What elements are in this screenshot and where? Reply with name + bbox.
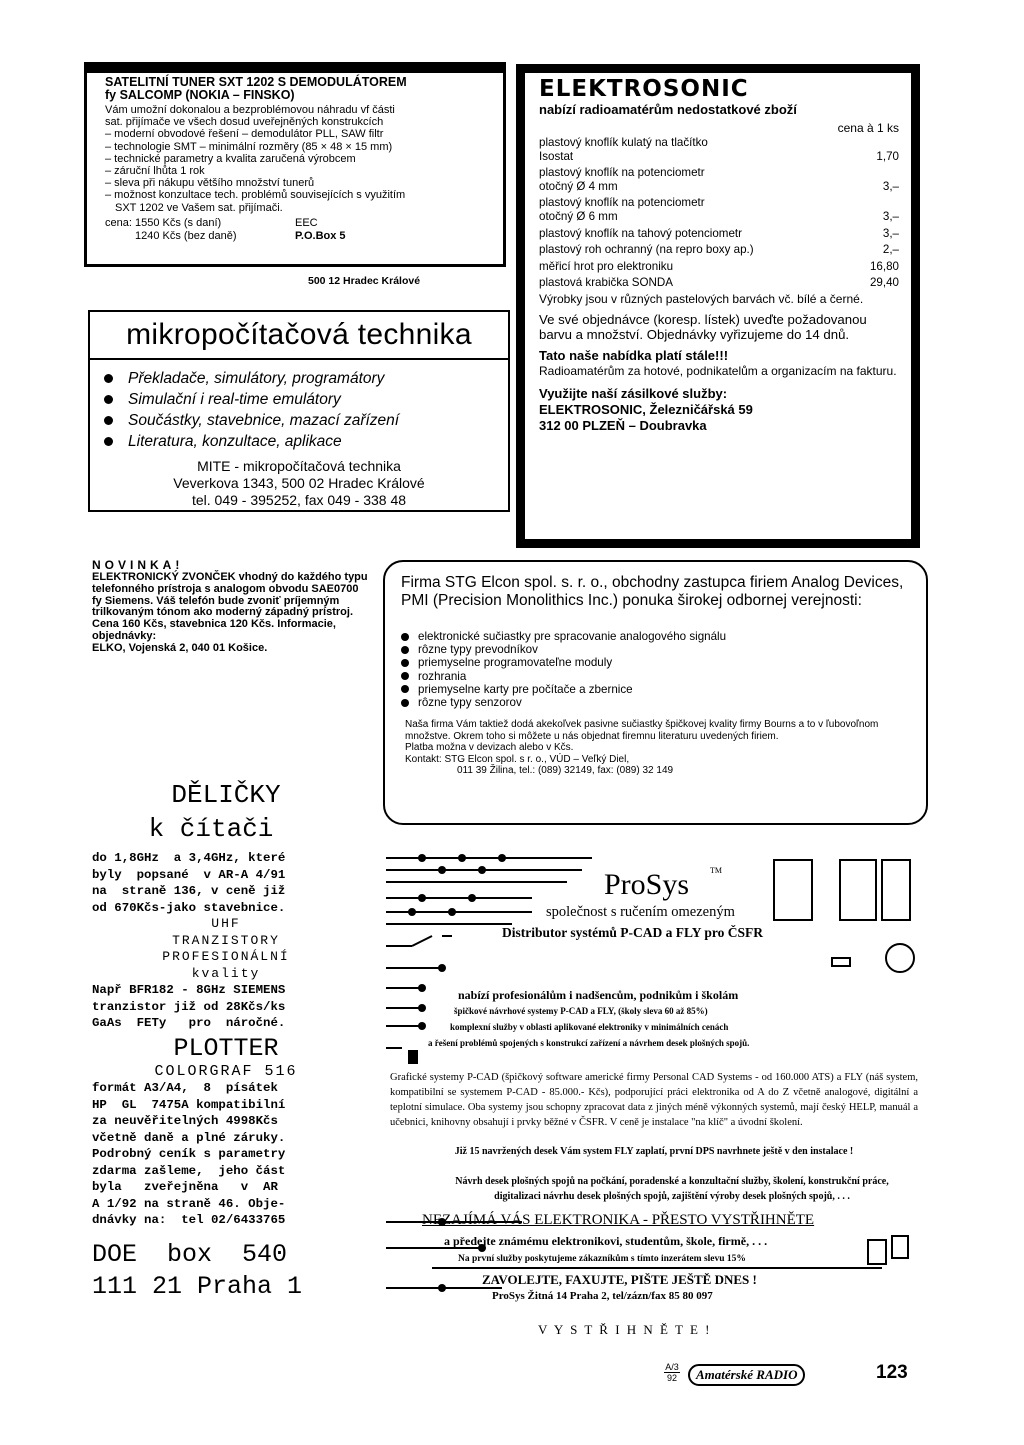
prosys-cut-label: V Y S T Ř I H N Ě T E !: [538, 1322, 712, 1337]
colors-note: Výrobky jsou v různých pastelových barvách vč. bílé a černé.: [539, 291, 864, 306]
item-price: 3,–: [882, 226, 899, 240]
header-bar: [87, 65, 503, 73]
price-line-1: cena: 1550 Kčs (s daní) EEC: [105, 216, 318, 229]
list-item: priemyselne karty pre počítače a zbernice: [401, 683, 908, 696]
price-row: [539, 227, 899, 241]
price-list: [539, 136, 899, 290]
magazine-logo: Amatérské RADIO: [688, 1364, 805, 1386]
item-price: 2,–: [882, 243, 899, 257]
ad-body: Vám umožní dokonalou a bezproblémovou náhradu vf části sat. přijímače ve všech dosud uveřejněných konstrukcích – moderní obvodové řešení – demodulátor PLL, SAW filtr – technologie SMT – minimální rozměry (85 × 48 × 15 mm) – technické parametry a kvalita zaručená výrobcem – záruční lhůta 1 rok – sleva při nákupu většího množství tunerů – možnost konzultace tech. problémů souvisejících s využitím SXT 1202 ve Vašem sat. přijímači.: [105, 104, 406, 214]
novinka-title: NOVINKA!: [92, 558, 184, 572]
delicky-text-3: formát A3/A4, 8 písátek HP GL 7475A kompatibilní za neuvěřitelných 4998Kčs včetně daně a plné záruky. Podrobný ceník s parametry zdarma zašleme, jeho část byla zveřejněna v AR A 1/92 na straně 46. Obje- dnávky na: tel 02/6433765: [92, 1081, 286, 1227]
page-footer: [660, 1362, 930, 1392]
bullet-icon: [104, 395, 113, 404]
price-row: [539, 260, 899, 274]
item-name: plastový knoflík na potenciometr otočný Ø 4 mm: [539, 166, 705, 193]
prosys-paragraph-2: Již 15 navržených desek Vám system FLY zaplatí, první DPS navrhnete ještě v den instalace !: [454, 1146, 854, 1157]
prosys-paragraph-3: Návrh desek plošných spojů na počkání, poradenské a konzultační služby, školení, konstrukční práce, digitalizaci návrhu desek plošných spojů, zajištění výroby desek plošných spojů, . . .: [455, 1176, 889, 1202]
list-item: rôzne typy prevodníkov: [401, 643, 908, 656]
customers-note: Radioamatérům za hotové, podnikatelům a organizacím na fakturu.: [539, 363, 897, 378]
bullet-icon: [104, 374, 113, 383]
delicky-text-1: do 1,8GHz a 3,4GHz, které byly popsané v AR-A 4/91 na straně 136, v ceně již od 670Kčs-jako stavebnice.: [92, 851, 286, 915]
novinka-address: ELKO, Vojenská 2, 040 01 Košice.: [92, 641, 268, 654]
prosys-line-1: špičkové návrhové systemy P-CAD a FLY, (školy sleva 60 až 85%): [454, 1006, 708, 1016]
elektrosonic-ad: [516, 64, 920, 548]
stg-intro: Firma STG Elcon spol. s. r. o., obchodny zastupca firiem Analog Devices, PMI (Precision Monolithics Inc.) ponuka širokej odbornej verejnosti:: [401, 574, 904, 609]
valid-note: Tato naše nabídka platí stále!!!: [539, 347, 729, 363]
satellite-tuner-ad: [84, 62, 506, 267]
mite-bullet-list: [90, 360, 508, 452]
prosys-address: ProSys Žitná 14 Praha 2, tel/zázn/fax 85 80 097: [492, 1290, 713, 1302]
stg-bullet-list: [401, 630, 908, 709]
list-item: Literatura, konzultace, aplikace: [104, 431, 508, 452]
prosys-distributor: Distributor systémů P-CAD a FLY pro ČSFR: [502, 925, 764, 940]
price-row: [539, 196, 899, 223]
order-note: Ve své objednávce (koresp. lístek) uveďte požadovanou barvu a množství. Objednávky vyřizujeme do 14 dnů.: [539, 311, 867, 342]
prosys-paragraph-1: Grafické systemy P-CAD (špičkový software americké firmy Personal CAD Systems - od 160.000 ATS) a FLY (náš system, kompatibilní se systemem P-CAD - 85.000.- Kčs), podporující práci elektronika od A do Z včetně analogové, digitální a teplotní simulace. Oba systemy jsou schopny zpracovat data z jiných méně výkonných systemů, mají český HELP, manuál a učebnici, knihovny obsahují i prvky běžné v ČSFR. V ceně je instalace "na klíč" a úvodní školení.: [390, 1072, 918, 1128]
bullet-icon: [401, 672, 409, 680]
item-name: plastový knoflík na tahový potenciometr: [539, 226, 742, 240]
price-row: [539, 166, 899, 193]
colorgraf-label: COLORGRAF 516: [154, 1062, 298, 1080]
delicky-text-2: Např BFR182 - 8GHz SIEMENS tranzistor již od 28Kčs/ks GaAs FETy pro náročné.: [92, 983, 286, 1030]
plotter-title: PLOTTER: [173, 1033, 279, 1063]
mite-heading: mikropočítačová technika: [90, 312, 508, 360]
bullet-icon: [401, 699, 409, 707]
price-row: [539, 136, 899, 163]
item-name: plastový roh ochranný (na repro boxy ap.): [539, 243, 754, 257]
doe-box: DOE box 540: [92, 1239, 288, 1269]
item-name: plastový knoflík na potenciometr otočný Ø 6 mm: [539, 196, 705, 223]
list-item: priemyselne programovateľne moduly: [401, 656, 908, 669]
tranzistory-label: TRANZISTORY: [172, 932, 280, 948]
price-header: cena à 1 ks: [837, 121, 899, 135]
item-price: 29,40: [869, 276, 899, 290]
stg-contact-2: 011 39 Žilina, tel.: (089) 32149, fax: (089) 32 149: [457, 765, 674, 777]
item-name: plastový knoflík kulatý na tlačítko Isostat: [539, 136, 708, 163]
price-row: [539, 276, 899, 290]
list-item: elektronické sučiastky pre spracovanie analogového signálu: [401, 630, 908, 643]
item-price: 3,–: [882, 179, 899, 193]
elektrosonic-address-2: 312 00 PLZEŇ – Doubravka: [539, 417, 707, 433]
service-note: Využijte naší zásilkové služby:: [539, 385, 728, 401]
delicky-ad: [92, 780, 360, 1303]
page-number: 123: [876, 1362, 908, 1383]
uhf-label: UHF: [211, 916, 241, 931]
ad-title: SATELITNÍ TUNER SXT 1202 S DEMODULÁTOREM fy SALCOMP (NOKIA – FINSKO): [105, 75, 407, 102]
delicky-subtitle: k čítači: [148, 814, 274, 844]
bullet-icon: [401, 659, 409, 667]
bullet-icon: [401, 633, 409, 641]
prosys-cutout-heading: NEZAJÍMÁ VÁS ELEKTRONIKA - PŘESTO VYSTŘIHNĚTE: [422, 1212, 815, 1228]
prosys-cutout-sub: a předejte známému elektronikovi, studentům, škole, firmě, . . .: [444, 1234, 768, 1248]
bullet-icon: [401, 646, 409, 654]
bullet-icon: [104, 416, 113, 425]
novinka-text: ELEKTRONICKÝ ZVONČEK vhodný do každého typu telefonného prístroja s analogom obvodu SAE0700 fy Siemens. Váš telefón bude zvoniť príjemným trilkovaným tónom ako moderný západný prístroj. Cena 160 Kčs, stavebnica 120 Kčs. Informacie, objednávky:: [92, 571, 368, 642]
kvality-label: kvality: [191, 965, 261, 981]
price-row: [539, 243, 899, 257]
elektrosonic-title: ELEKTROSONIC: [539, 76, 749, 102]
list-item: Součástky, stavebnice, mazací zařízení: [104, 410, 508, 431]
novinka-ad: [92, 558, 368, 655]
price-line-2: 1240 Kčs (bez daně) P.O.Box 5: [135, 229, 346, 242]
item-name: plastová krabička SONDA: [539, 276, 674, 290]
prosys-call: ZAVOLEJTE, FAXUJTE, PIŠTE JEŠTĚ DNES !: [482, 1272, 757, 1287]
stg-elcon-ad: [383, 560, 928, 825]
prosys-tagline: společnost s ručením omezeným: [546, 904, 735, 920]
item-price: 3,–: [882, 209, 899, 223]
item-name: měřicí hrot pro elektroniku: [539, 259, 674, 273]
item-price: 16,80: [869, 259, 899, 273]
bullet-icon: [104, 437, 113, 446]
trademark-mark: TM: [710, 866, 722, 875]
mite-ad: [88, 310, 510, 512]
prosys-ad: [382, 848, 927, 1348]
list-item: rozhrania: [401, 670, 908, 683]
stg-text: Naša firma Vám taktiež dodá akekoľvek pasivne sučiastky špičkovej kvality firmy Bourns a to v ľubovoľnom množstve. Okrem toho si môžete u nás objednat firemnu literaturu uvedených firiem.: [405, 719, 879, 742]
prosys-offer: nabízí profesionálům i nadšencům, podnikům i školám: [458, 988, 739, 1002]
prosys-line-3: a řešení problémů spojených s konstrukcí zařízení a návrhem desek plošných spojů.: [428, 1038, 750, 1048]
stg-payment: Platba možna v devizach alebo v Kčs.: [405, 742, 574, 754]
doe-city: 111 21 Praha 1: [92, 1271, 303, 1301]
issue-number: A/3 92: [665, 1362, 679, 1383]
delicky-title: DĚLIČKY: [171, 780, 281, 810]
stg-contact: Kontakt: STG Elcon spol. s r. o., VÚD – Veľký Diel,: [405, 753, 630, 765]
profesionalni-label: PROFESIONÁLNÍ: [162, 949, 290, 964]
mite-address: MITE - mikropočítačová technika Veverkova 1343, 500 02 Hradec Králové tel. 049 - 395252, fax 049 - 338 48: [173, 458, 425, 508]
list-item: Simulační i real-time emulátory: [104, 389, 508, 410]
prosys-brand: ProSys: [604, 868, 690, 901]
elektrosonic-subtitle: nabízí radioamatérům nedostatkové zboží: [539, 102, 797, 117]
elektrosonic-address-1: ELEKTROSONIC, Železničářská 59: [539, 401, 753, 417]
satellite-address: 500 12 Hradec Králové: [308, 275, 421, 287]
bullet-icon: [401, 685, 409, 693]
list-item: Překladače, simulátory, programátory: [104, 368, 508, 389]
list-item: rôzne typy senzorov: [401, 696, 908, 709]
prosys-discount: Na první služby poskytujeme zákazníkům s tímto inzerátem slevu 15%: [458, 1254, 746, 1264]
prosys-line-2: komplexní služby v oblasti aplikované elektroniky v minimálních cenách: [450, 1022, 729, 1032]
item-price: 1,70: [876, 149, 899, 163]
